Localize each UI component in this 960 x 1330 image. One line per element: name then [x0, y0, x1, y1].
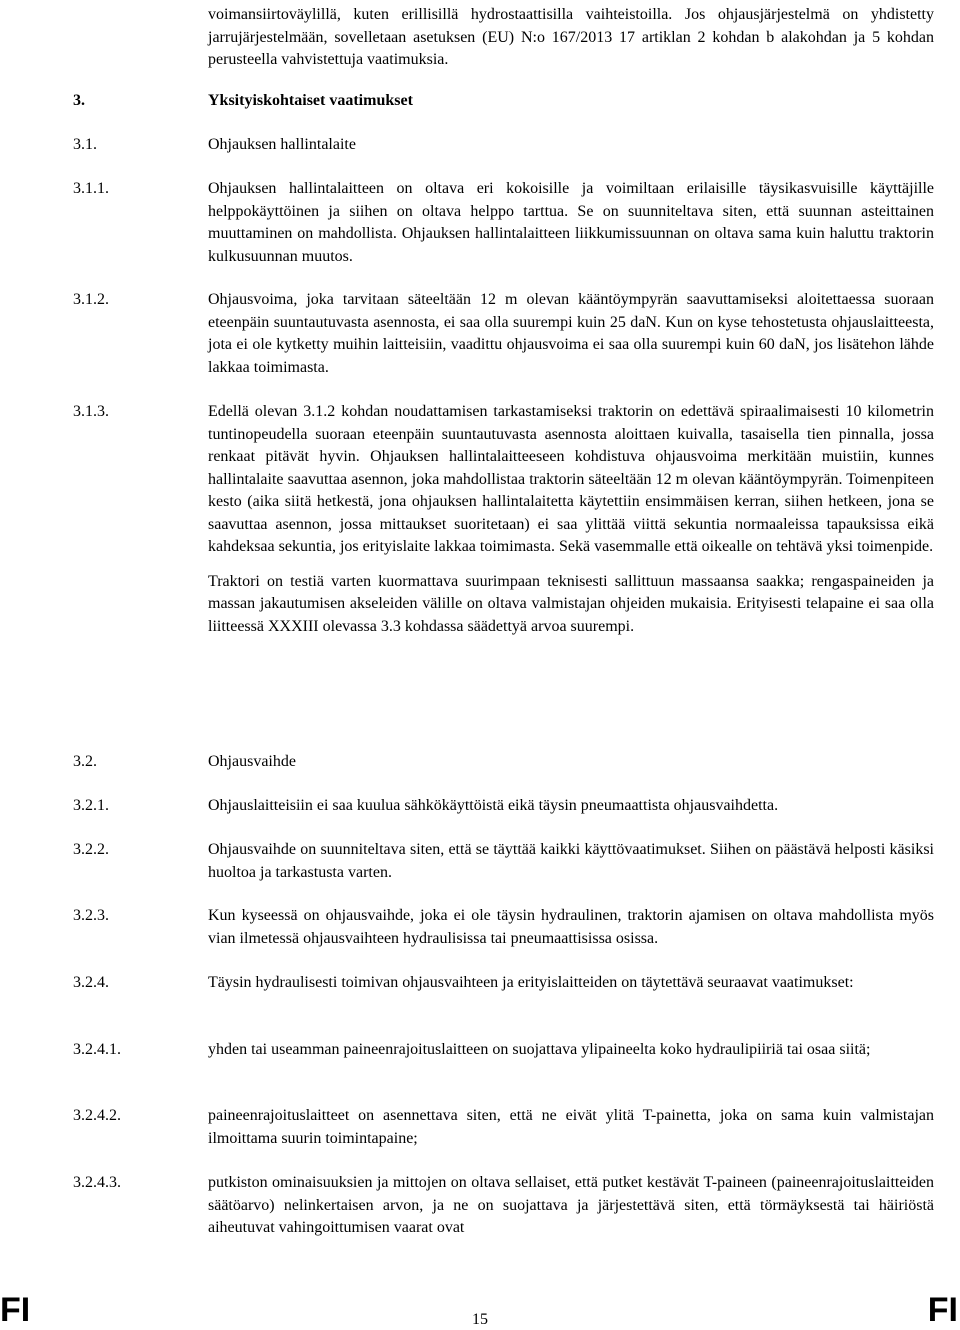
clause-number: 3.2.1.	[73, 797, 109, 814]
clause-text: yhden tai useamman paineenrajoituslaitteen on suojattava ylipaineelta koko hydraulipiiriä tai osaa siitä;	[208, 1041, 871, 1058]
section-number: 3.1.	[73, 136, 97, 153]
section-number: 3.2.	[73, 753, 97, 770]
clause-body	[208, 401, 934, 638]
clause-text: Täysin hydraulisesti toimivan ohjausvaihteen ja erityislaitteiden on täytettävä seuraavat vaatimukset:	[208, 974, 854, 991]
clause-text: Ohjausvoima, joka tarvitaan säteeltään 12 m olevan kääntöympyrän saavuttamiseksi aloitettaessa suoraan eteenpäin suuntautuvasta asennosta, ei saa olla suurempi kuin 25 daN. Kun on kyse tehostetusta ohjauslaitteesta, jota ei ole kytketty muihin laitteisiin, vaadittu ohjausvoima ei saa olla suurempi kuin 60 daN, jos lisätehon lähde lakkaa toimimasta.	[208, 291, 934, 376]
footer-language-right: FI	[927, 1291, 958, 1329]
clause-number: 3.2.4.3.	[73, 1174, 121, 1191]
clause-number: 3.2.4.	[73, 974, 109, 991]
footer-language-left: FI	[0, 1291, 31, 1329]
section-number: 3.	[73, 92, 85, 109]
clause-text: Edellä olevan 3.1.2 kohdan noudattamisen tarkastamiseksi traktorin on edettävä spiraalimaisesti 10 kilometrin tuntinopeudella suoraan eteenpäin suuntautuvasta asennosta aloittaen kuivalla, tasaisella tien pinnalla, jossa renkaat pitävät hyvin. Ohjauksen hallintalaitteeseen kohdistuva ohjausvoima merkitään muistiin, kunnes hallintalaite saavuttaa asennon, joka mahdollistaa traktorin säteeltään 12 m olevan kääntöympyrän. Toimenpiteen kesto (aika siitä hetkestä, jona ohjauksen hallintalaitetta käytettiin ensimmäisen kerran, siihen hetkeen, jona se saavuttaa asennon, jossa mittaukset suoritetaan) ei saa ylittää viittä sekuntia normaaleissa tapauksissa eikä kahdeksaa sekuntia, jos erityislaite lakkaa toimimasta. Sekä vasemmalle että oikealle on tehtävä yksi toimenpide.	[208, 403, 934, 555]
clause-number: 3.2.2.	[73, 841, 109, 858]
clause-text: Ohjausvaihde on suunniteltava siten, että se täyttää kaikki käyttövaatimukset. Siihen on päästävä helposti käsiksi huoltoa ja tarkastusta varten.	[208, 841, 934, 881]
clause-note: Traktori on testiä varten kuormattava suurimpaan teknisesti sallittuun massaansa saakka; rengaspaineiden ja massan jakautumisen akseleiden välille on oltava valmistajan ohjeiden mukaisia. Erityisesti telapaine ei saa olla liitteessä XXXIII olevassa 3.3 kohdassa säädettyä arvoa suurempi.	[208, 572, 934, 635]
clause-number: 3.1.2.	[73, 291, 109, 308]
section-title: Ohjausvaihde	[208, 753, 296, 770]
clause-number: 3.1.3.	[73, 403, 109, 420]
section-title: Yksityiskohtaiset vaatimukset	[208, 92, 413, 109]
clause-number: 3.2.3.	[73, 907, 109, 924]
clause-text: putkiston ominaisuuksien ja mittojen on oltava sellaiset, että putket kestävät T-paineen (paineenrajoituslaitteiden säätöarvo) nelinkertaisen arvon, ja ne on suojattava ja järjestettävä siten, että törmäyksestä tai häiriöstä aiheutuvat vahingoittumisen vaarat ovat	[208, 1174, 934, 1236]
clause-number: 3.1.1.	[73, 180, 109, 197]
page-number: 15	[472, 1311, 488, 1328]
clause-text: Kun kyseessä on ohjausvaihde, joka ei ole täysin hydraulinen, traktorin ajamisen on oltava mahdollista myös vian ilmetessä ohjausvaihteen hydraulisissa tai pneumaattisissa osissa.	[208, 907, 934, 947]
clause-text: Ohjauslaitteisiin ei saa kuulua sähkökäyttöistä eikä täysin pneumaattista ohjausvaihdetta.	[208, 797, 779, 814]
section-title: Ohjauksen hallintalaite	[208, 136, 356, 153]
clause-text: Ohjauksen hallintalaitteen on oltava eri kokoisille ja voimiltaan erilaisille täysikasvuisille käyttäjille helppokäyttöinen ja siihen on oltava helppo tarttua. Se on suunniteltava siten, että suunnan asteittainen muuttaminen on mahdollista. Ohjauksen hallintalaitteen liikkumissuunnan on oltava sama kuin haluttu traktorin kulkusuunnan muutos.	[208, 180, 934, 265]
intro-paragraph: voimansiirtoväylillä, kuten erillisillä hydrostaattisilla vaihteistoilla. Jos ohjausjärjestelmä on yhdistetty jarrujärjestelmään, sovelletaan asetuksen (EU) N:o 167/2013 17 artiklan 2 kohdan b alakohdan ja 5 kohdan perusteella vahvistettuja vaatimuksia.	[208, 6, 934, 68]
clause-number: 3.2.4.2.	[73, 1107, 121, 1124]
clause-number: 3.2.4.1.	[73, 1041, 121, 1058]
clause-text: paineenrajoituslaitteet on asennettava siten, että ne eivät ylitä T-painetta, joka on sama kuin valmistajan ilmoittama suurin toimintapaine;	[208, 1107, 934, 1147]
